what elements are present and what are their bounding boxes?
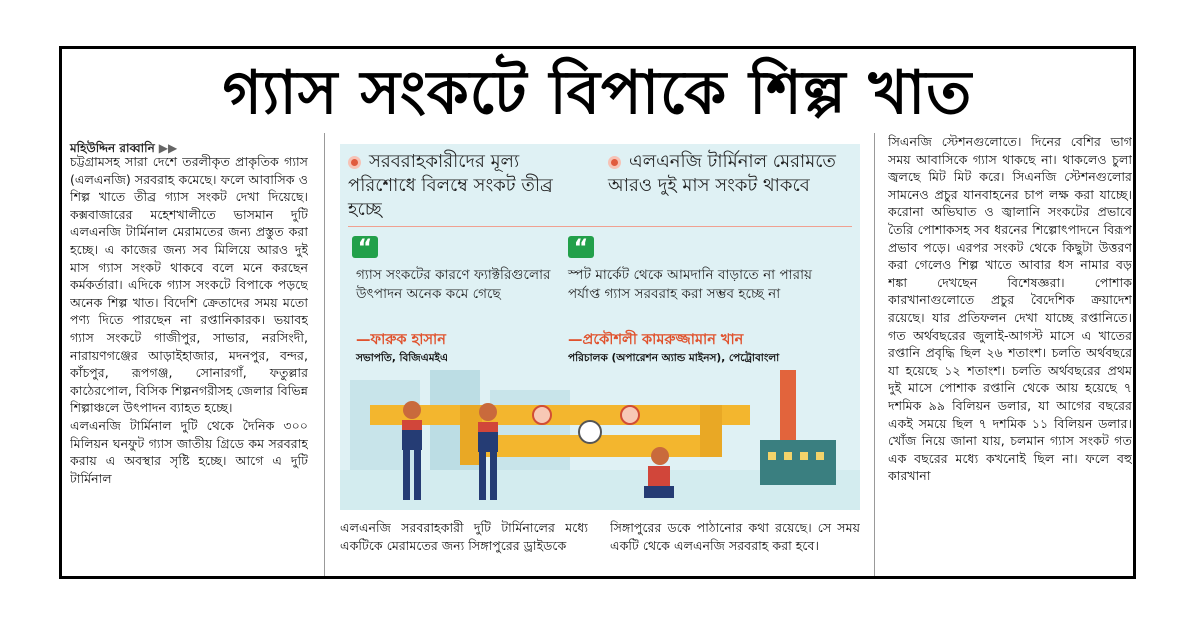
bullet-icon: [348, 156, 361, 169]
infographic-panel: [340, 144, 860, 510]
quote-2-role: পরিচালক (অপারেশন অ্যান্ড মাইনস), পেট্রোবাংলা: [568, 352, 780, 364]
left-paragraph-2: এলএনজি টার্মিনাল দুটি থেকে দৈনিক ৩০০ মিলিয়ন ঘনফুট গ্যাস জাতীয় গ্রিডে কম সরবরাহ করায় এ অবস্থার সৃষ্টি হচ্ছে। আগে এ দুটি টার্মিনাল: [70, 417, 308, 486]
left-column: [70, 153, 308, 579]
valve-icon: [621, 406, 639, 424]
pipe-upper: [370, 405, 750, 425]
left-paragraph-1: চট্টগ্রামসহ সারা দেশে তরলীকৃত প্রাকৃতিক গ্যাস (এলএনজি) সরবরাহ কমেছে। ফলে আবাসিক ও শিল্প খাতে তীব্র গ্যাস সংকট দেখা দিয়েছে। কক্সবাজারের মহেশখালীতে ভাসমান দুটি এলএনজি টার্মিনাল মেরামতের জন্য প্রস্তুত করা হচ্ছে। এ কাজের জন্য সব মিলিয়ে আরও দুই মাস গ্যাস সংকট থাকবে বলে মনে করছেন কর্মকর্তারা। এদিকে গ্যাস সংকটে বিপাকে পড়ছে অনেক শিল্প খাত। বিদেশি ক্রেতাদের সময় মতো পণ্য দিতে পারছেন না রপ্তানিকারক। ভয়াবহ গ্যাস সংকটে গাজীপুর, সাভার, নরসিংদী, নারায়ণগঞ্জের আড়াইহাজার, মদনপুর, বন্দর, কাঁচপুর, রূপগঞ্জ, সোনারগাঁ, ফতুল্লার কাঠেরপোল, বিসিক শিল্পনগরীসহ জেলার বিভিন্ন শিল্পাঞ্চলে উৎপাদন ব্যাহত হচ্ছে।: [70, 154, 308, 416]
pipeline-workers-illustration: [340, 360, 860, 510]
bullet-icon: [608, 156, 621, 169]
headline: গ্যাস সংকটে বিপাকে শিল্প খাত: [222, 58, 973, 128]
factory-icon: [760, 370, 836, 485]
newspaper-clipping: [59, 46, 1136, 579]
highlight-1: [348, 150, 588, 222]
middle-bottom-right: সিঙ্গাপুরের ডকে পাঠানোর কথা রয়েছে। সে সময় একটি থেকে এলএনজি সরবরাহ করা হবে।: [610, 520, 860, 553]
quote-2-name: —প্রকৌশলী কামরুজ্জামান খান: [568, 332, 744, 348]
quote-mark-icon: “: [352, 236, 378, 258]
quote-2-text: স্পট মার্কেট থেকে আমদানি বাড়াতে না পারায় পর্যাপ্ত গ্যাস সরবরাহ করা সম্ভব হচ্ছে না: [568, 267, 813, 302]
pipe-elbow: [700, 405, 722, 457]
highlight-2-text: এলএনজি টার্মিনাল মেরামতে আরও দুই মাস সংকট থাকবে: [608, 151, 836, 196]
quote-1-name: —ফারুক হাসান: [356, 332, 446, 348]
quote-1-text: গ্যাস সংকটের কারণে ফ্যাক্টরিগুলোর উৎপাদন অনেক কমে গেছে: [356, 267, 551, 302]
middle-bottom-left: এলএনজি সরবরাহকারী দুটি টার্মিনালের মধ্যে একটিকে মেরামতের জন্য সিঙ্গাপুরের ড্রাইডকে: [340, 520, 588, 553]
building-bg: [490, 390, 570, 470]
column-divider-left: [324, 133, 325, 579]
byline-arrows-icon: ▶▶: [158, 141, 178, 155]
column-divider-right: [874, 133, 875, 579]
highlight-2: [608, 150, 848, 198]
highlight-1-text: সরবরাহকারীদের মূল্য পরিশোধে বিলম্বে সংকট তীব্র হচ্ছে: [348, 151, 553, 220]
valve-icon: [533, 406, 551, 424]
gauge-icon: [579, 421, 601, 443]
panel-divider: [348, 226, 852, 227]
right-column: সিএনজি স্টেশনগুলোতে। দিনের বেশির ভাগ সময় আবাসিকে গ্যাস থাকছে না। থাকলেও চুলা জ্বলছে মিট মিট করে। সিএনজি স্টেশনগুলোর সামনেও প্রচুর যানবাহনের চাপ লক্ষ করা যাচ্ছে। করোনা অভিঘাত ও জ্বালানি সংকটের প্রভাবে তৈরি পোশাকসহ সব ধরনের শিল্পোৎপাদনে বিরূপ প্রভাব পড়ে। এরপর সংকট থেকে কিছুটা উত্তরণ করা গেলেও শিল্প খাতে আবার ধস নামার বড় শঙ্কা দেখছেন বিশেষজ্ঞরা। পোশাক কারখানাগুলোতে প্রচুর বৈদেশিক ক্রয়াদেশ রয়েছে। যার প্রতিফলন দেখা যাচ্ছে রপ্তানিতে। গত অর্থবছরের জুলাই-আগস্ট মাসে এ খাতের রপ্তানি প্রবৃদ্ধি ছিল ২৬ শতাংশ। চলতি অর্থবছরে যা হয়েছে ১২ শতাংশ। চলতি অর্থবছরের প্রথম দুই মাসে পোশাক রপ্তানি থেকে আয় হয়েছে ৭ দশমিক ৯৯ বিলিয়ন ডলার, যা আগের বছরের একই সময়ে ছিল ৭ দশমিক ১১ বিলিয়ন ডলার। খোঁজ নিয়ে জানা যায়, চলমান গ্যাস সংকট গত এক বছরের মধ্যে কখনোই ছিল না। ফলে বহু কারখানা: [888, 134, 1132, 484]
quote-mark-icon: “: [568, 236, 594, 258]
quote-1-role: সভাপতি, বিজিএমইএ: [356, 352, 448, 364]
byline-author: মহিউদ্দিন রাব্বানি: [70, 141, 155, 155]
